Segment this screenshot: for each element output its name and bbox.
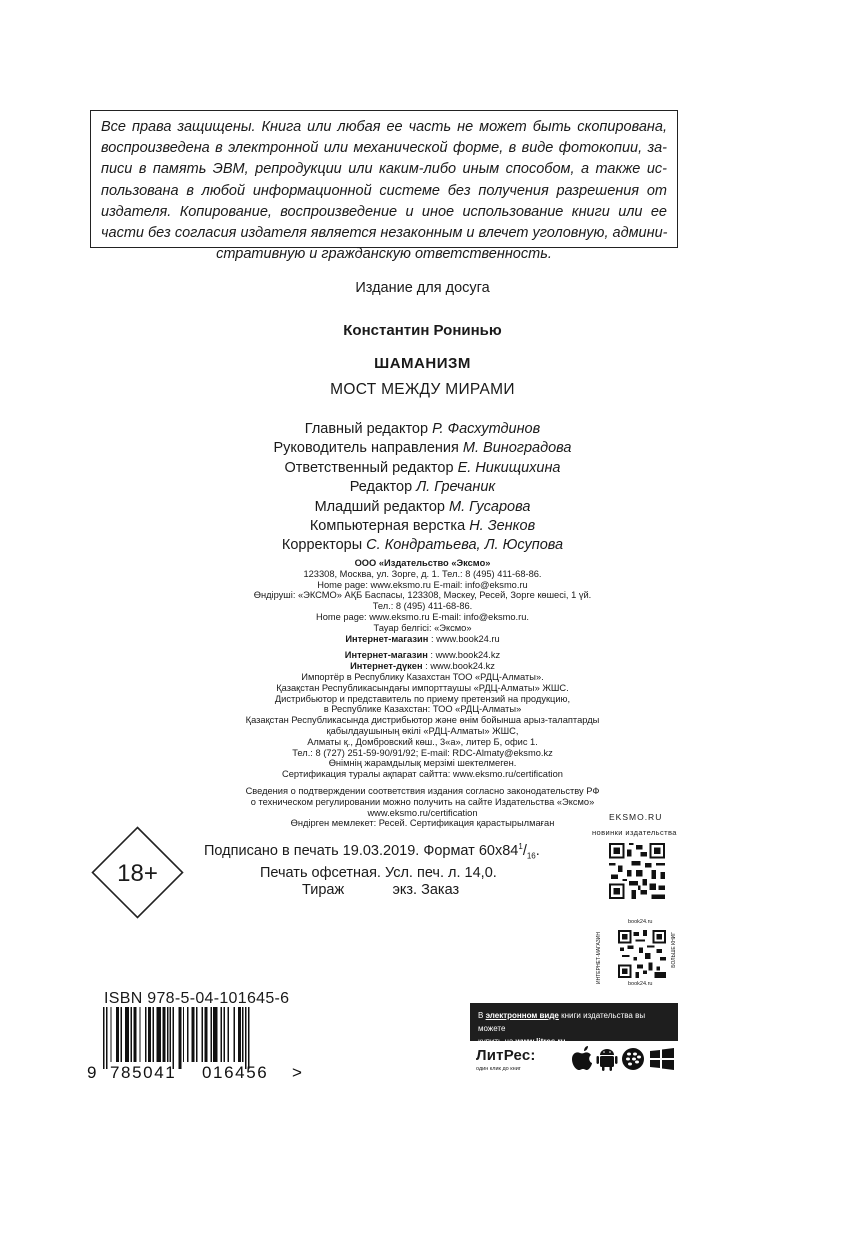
barcode-bar	[173, 1007, 174, 1069]
shop-ru: Интернет-магазин : www.book24.ru	[345, 633, 500, 644]
print-line-1: Подписано в печать 19.03.2019. Формат $60x84^1/_{16}$.	[204, 842, 540, 861]
barcode-bar	[152, 1007, 153, 1062]
author-name: Константин Ронинью	[343, 322, 502, 339]
blackberry-icon	[622, 1048, 644, 1070]
shop-kk: Интернет-дүкен : www.book24.kz	[350, 661, 495, 672]
barcode-bar	[242, 1007, 243, 1062]
shop-kz: Интернет-магазин : www.book24.kz	[344, 650, 501, 661]
barcode-digit-lead: 9	[87, 1063, 97, 1080]
staff-row: Компьютерная верстка Н. Зенков	[309, 518, 536, 535]
book24-label-left: ИНТЕРНЕТ-МАГАЗИН	[596, 932, 602, 984]
litres-tagline: один клик до книг	[476, 1066, 521, 1072]
barcode-bar	[106, 1007, 107, 1069]
eksmo-site-label: EKSMO.RU	[609, 812, 663, 822]
barcode-bar	[187, 1007, 188, 1062]
barcode-bar	[167, 1007, 168, 1062]
book24-label-bottom: book24.ru	[628, 981, 653, 987]
staff-row: Корректоры С. Кондратьева, Л. Юсупова	[281, 537, 564, 554]
print-info	[204, 839, 540, 899]
barcode-bar	[202, 1007, 203, 1062]
barcode-bar	[133, 1007, 136, 1062]
print-line-3: Тираж экз. Заказ	[302, 881, 460, 898]
barcode-digit-end: >	[292, 1063, 302, 1080]
book-subtitle: МОСТ МЕЖДУ МИРАМИ	[330, 381, 515, 398]
barcode-bar	[145, 1007, 146, 1062]
barcode-bar	[223, 1007, 224, 1062]
android-icon	[597, 1049, 618, 1071]
staff-row: Младший редактор М. Гусарова	[314, 498, 531, 515]
barcode-bar	[234, 1007, 235, 1062]
barcode-bar	[116, 1007, 119, 1062]
barcode-bar	[170, 1007, 171, 1062]
barcode-bar	[196, 1007, 197, 1062]
barcode-bar	[131, 1007, 132, 1062]
eksmo-qr-code	[609, 843, 665, 899]
rights-line: пользована в любой информационной системе без получения разрешения от	[101, 182, 667, 199]
barcode-bar	[157, 1007, 161, 1062]
staff-row: Руководитель направления М. Виноградова	[273, 440, 572, 457]
barcode-bar	[205, 1007, 208, 1062]
book24-qr-code	[618, 930, 666, 978]
windows-icon	[650, 1048, 674, 1070]
eksmo-new-label: новинки издательства	[592, 828, 677, 837]
isbn-barcode	[87, 1007, 307, 1080]
barcode-bar	[183, 1007, 184, 1062]
litres-banner-link: электронном виде	[485, 1011, 559, 1020]
barcode-bar	[213, 1007, 217, 1062]
rights-line: писи в память ЭВМ, репродукции или каким-либо иным способом, а также ис-	[101, 161, 667, 178]
barcode-bar	[178, 1007, 181, 1069]
barcode-digits-left: 785041	[110, 1063, 177, 1080]
staff-credits	[0, 420, 845, 556]
rights-notice-box	[90, 110, 678, 263]
barcode-bar	[148, 1007, 151, 1062]
book24-label-right: БОЛЬШЕ КНИГ	[671, 932, 677, 968]
rights-line: стративную и гражданскую ответственность.	[216, 246, 552, 263]
rights-line: издателя. Копирование, воспроизведение и иное использование книги или ее	[101, 203, 667, 220]
publisher-info: ООО «Издательство «Эксмо» 123308, Москва, ул. Зорге, д. 1. Тел.: 8 (495) 411-68-86. Home page: www.eksmo.ru E-mail: info@eksmo.ru Өндіруші: «ЭКСМО» АҚБ Баспасы, 123308, Мәскеу, Ресей, Зорге көшесі, 1 үй. Тел.: 8 (495) 411-68-86. Home page: www.eksmo.ru E-mail: info@eksmo.ru. Тауар белгісі: «Эксмо» Интернет-магазин : www.book24.ru Интернет-магазин : www.book24.kz Интернет-дүкен : www.book24.kz Импортёр в Республику Казахстан ТОО «РДЦ-Алматы». Қазақстан Республикасындағы импорттаушы «РДЦ-Алматы» ЖШС. Дистрибьютор и представитель по приему претензий на продукцию, в Республике Казахстан: ТОО «РДЦ-Алматы» Қазақстан Республикасында дистрибьютор және өнім бойынша арыз-талаптарды қабылдаушының өкілі «РДЦ-Алматы» ЖШС, Алматы қ., Домбровский көш., 3«а», литер Б, офис 1. Тел.: 8 (727) 251-59-90/91/92; E-mail: RDC-Almaty@eksmo.kz Өнімнің жарамдылық мерзімі шектелмеген. Сертификация туралы ақпарат сайтта: www.eksmo.ru/certification Сведения о подтверждении соответствия издания согласно законодательству РФ о техническом регулировании можно получить на сайте Издательства «Эксмо» www.eksmo.ru/certification Өндірген мемлекет: Ресей. Сертификация қарастырылмаған	[0, 558, 845, 829]
barcode-bar	[248, 1007, 249, 1069]
platform-icons	[570, 1045, 676, 1073]
staff-row: Ответственный редактор Е. Никищихина	[284, 459, 561, 476]
barcode-bar	[191, 1007, 194, 1062]
barcode-bar	[220, 1007, 221, 1062]
barcode-bar	[103, 1007, 104, 1069]
barcode-bar	[120, 1007, 121, 1062]
barcode-digits-right: 016456	[202, 1063, 269, 1080]
barcode-bar	[162, 1007, 165, 1062]
barcode-bar	[238, 1007, 241, 1062]
book24-label-top: book24.ru	[628, 919, 653, 925]
barcode-bar	[228, 1007, 229, 1062]
litres-banner: В электронном виде книги издательства вы можете купить на www.litres.ru	[470, 1003, 678, 1041]
print-line-2: Печать офсетная. Усл. печ. л. 14,0.	[260, 865, 497, 882]
barcode-bar	[110, 1007, 111, 1062]
litres-logo: ЛитРес:	[476, 1047, 536, 1064]
rights-line: части без согласия издателя является незаконным и влечет уголовную, админи-	[101, 225, 668, 242]
barcode-bar	[210, 1007, 211, 1062]
book-title: ШАМАНИЗМ	[374, 355, 471, 372]
litres-site: www.litres.ru	[515, 1037, 566, 1046]
staff-row: Редактор Л. Гречаник	[349, 479, 496, 496]
rights-line: воспроизведена в электронной или механической форме, в виде фотокопии, за-	[101, 140, 667, 157]
isbn-number: ISBN 978-5-04-101645-6	[104, 990, 290, 1007]
barcode-bar	[125, 1007, 129, 1062]
age-rating-text: 18+	[117, 860, 158, 887]
barcode-bar	[139, 1007, 140, 1062]
apple-icon	[572, 1046, 592, 1070]
rights-line: Все права защищены. Книга или любая ее часть не может быть скопирована,	[101, 119, 667, 135]
staff-row: Главный редактор Р. Фасхутдинов	[304, 421, 541, 437]
age-rating-badge	[91, 826, 184, 919]
barcode-bar	[245, 1007, 246, 1069]
publisher-name: ООО «Издательство «Эксмо»	[354, 558, 491, 568]
edition-type: Издание для досуга	[355, 280, 490, 296]
